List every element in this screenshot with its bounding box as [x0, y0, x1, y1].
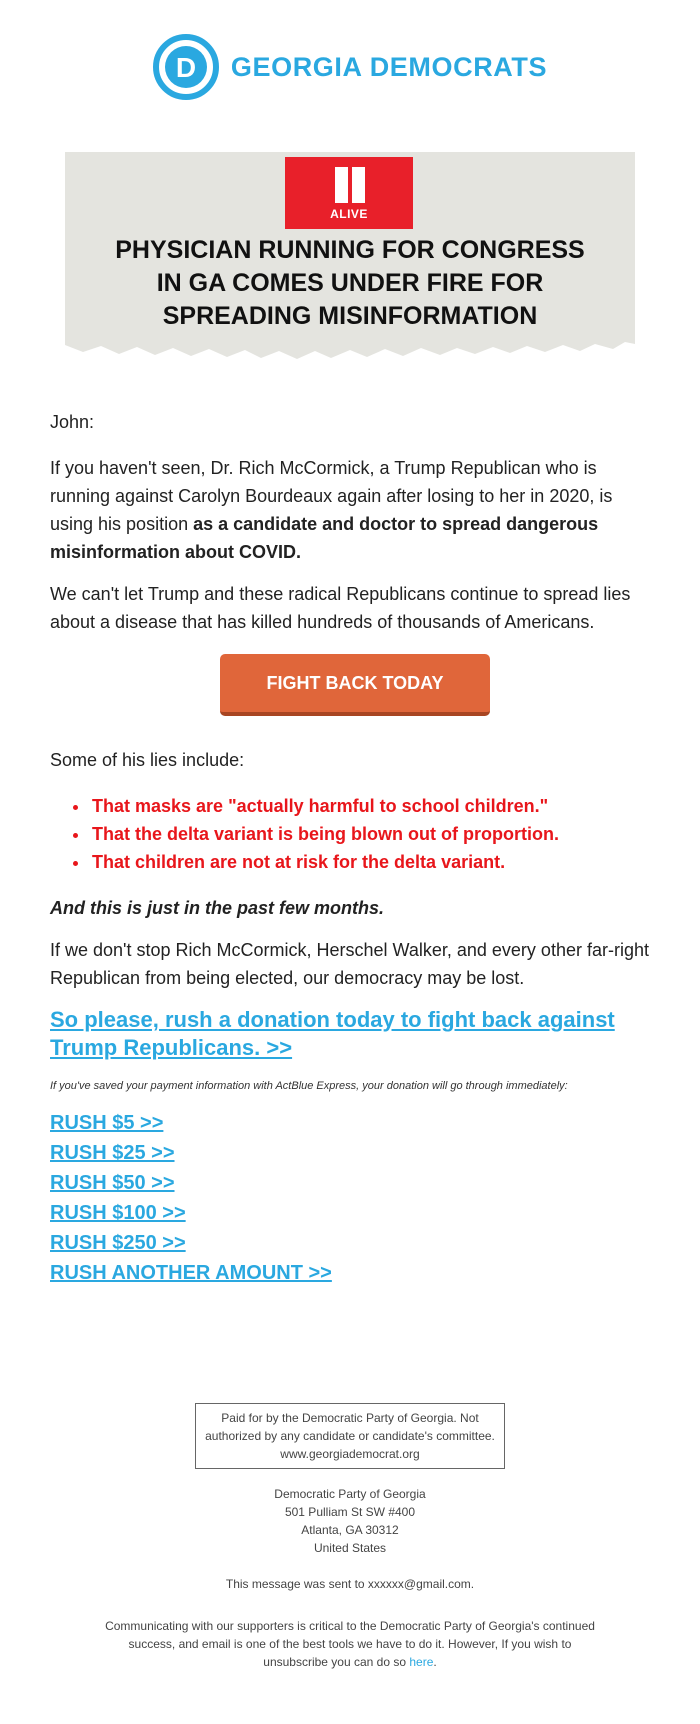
democrats-d-icon [153, 34, 219, 100]
intro-paragraph [50, 454, 660, 566]
hero-banner [65, 152, 635, 364]
unsubscribe-link[interactable]: here [409, 1655, 434, 1669]
lies-list [90, 792, 660, 876]
headline-line: SPREADING MISINFORMATION [162, 302, 538, 330]
notice-end: . [433, 1655, 437, 1669]
brand-logo [0, 34, 700, 100]
third-paragraph: If we don't stop Rich McCormick, Herschel Walker, and every other far-right Republican from being elected, our democracy may be lost. [50, 940, 649, 988]
lies-intro: Some of his lies include: [50, 750, 245, 770]
address-line: 501 Pulliam St SW #400 [284, 1505, 416, 1519]
unsubscribe-notice [100, 1617, 600, 1671]
paid-for-disclaimer: Paid for by the Democratic Party of Georgia. Not authorized by any candidate or candidate's committee. www.georgiademocrat.org [195, 1403, 505, 1469]
second-paragraph: We can't let Trump and these radical Republicans continue to spread lies about a disease that has killed hundreds of thousands of Americans. [50, 584, 631, 632]
intro-bold-text: as a candidate and doctor to spread dangerous misinformation about COVID. [50, 514, 599, 562]
svg-text:D: D [175, 52, 197, 83]
list-item: • That masks are "actually harmful to school children." [90, 792, 660, 820]
rush-links [50, 1108, 660, 1288]
11alive-logo [285, 157, 413, 229]
hero-headline [65, 234, 635, 333]
address-line: United States [313, 1541, 387, 1555]
rush-100-link[interactable]: RUSH $100 >> [50, 1202, 186, 1224]
rush-5-link[interactable]: RUSH $5 >> [50, 1112, 164, 1134]
headline-line: IN GA COMES UNDER FIRE FOR [156, 269, 544, 297]
postal-address [0, 1485, 700, 1557]
list-item: • That the delta variant is being blown out of proportion. [90, 820, 660, 848]
email-body [50, 408, 660, 1288]
badge-label: ALIVE [330, 207, 368, 221]
notice-text: Communicating with our supporters is critical to the Democratic Party of Georgia's continued success, and email is one of the best tools we have to do it. However, If you wish to unsubscribe you can do so [105, 1619, 595, 1669]
address-line: Democratic Party of Georgia [274, 1487, 426, 1501]
donate-link[interactable]: So please, rush a donation today to fight back against Trump Republicans. >> [50, 1007, 615, 1060]
rush-50-link[interactable]: RUSH $50 >> [50, 1172, 175, 1194]
headline-line: PHYSICIAN RUNNING FOR CONGRESS [115, 236, 585, 264]
list-item: • That children are not at risk for the delta variant. [90, 848, 660, 876]
sent-to-notice: This message was sent to xxxxxx@gmail.com. [225, 1577, 475, 1591]
email-footer [0, 1403, 700, 1671]
rush-25-link[interactable]: RUSH $25 >> [50, 1142, 175, 1164]
brand-name: GEORGIA DEMOCRATS [230, 51, 548, 82]
rush-250-link[interactable]: RUSH $250 >> [50, 1232, 186, 1254]
eleven-icon [333, 167, 367, 203]
address-line: Atlanta, GA 30312 [301, 1523, 399, 1537]
rush-other-link[interactable]: RUSH ANOTHER AMOUNT >> [50, 1262, 332, 1284]
salutation: John: [50, 412, 95, 432]
emphasis-line: And this is just in the past few months. [50, 898, 385, 918]
cta-wrapper [50, 654, 660, 716]
actblue-fine-print: If you've saved your payment information with ActBlue Express, your donation will go through immediately: [50, 1080, 568, 1092]
intro-text: If you haven't seen, Dr. Rich McCormick, a Trump Republican who is running against Carolyn Bourdeaux again after losing to her in 2020, is using his position [50, 458, 613, 534]
fight-back-button[interactable]: FIGHT BACK TODAY [220, 654, 490, 716]
